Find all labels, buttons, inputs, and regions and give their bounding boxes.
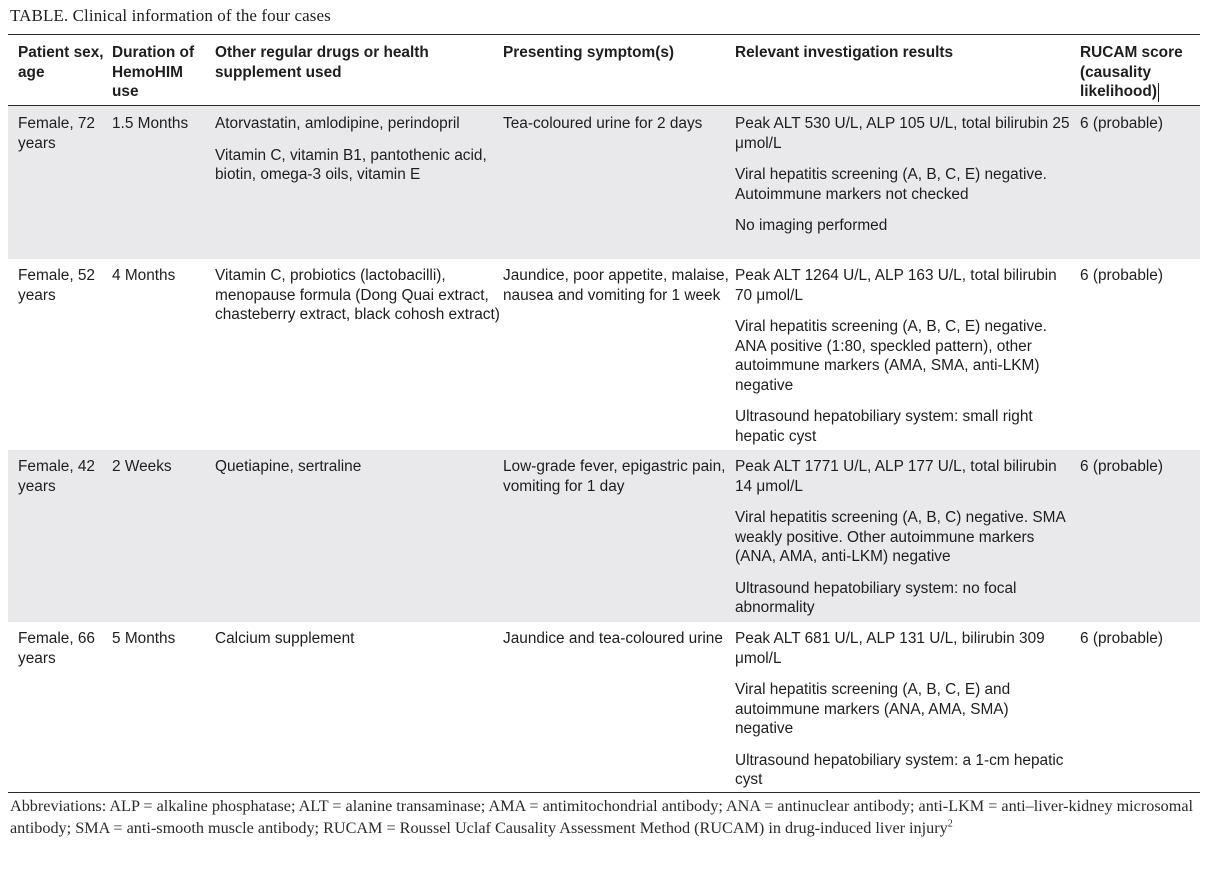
cell-drugs [215,114,500,185]
drugs-line: Vitamin C, vitamin B1, pantothenic acid, biotin, omega-3 oils, vitamin E [215,146,487,183]
header-duration: Duration of HemoHIM use [112,44,195,100]
footnote-text: Abbreviations: ALP = alkaline phosphatase; ALT = alanine transaminase; AMA = antimitochondrial antibody; ANA = antinuclear antibody; anti-LKM = anti–liver-kidney microsomal antibody; SMA = anti-smooth muscle antibody; RUCAM = Roussel Uclaf Causality Assessment Method (RUCAM) in drug-induced liver injury [10,797,1194,837]
result-line: Viral hepatitis screening (A, B, C) negative. SMA weakly positive. Other autoimmune markers (ANA, AMA, anti-LKM) negative [735,509,1065,565]
cell-rucam: 6 (probable) [1080,115,1163,132]
cell-results [735,114,1070,236]
result-line: Ultrasound hepatobiliary system: no focal abnormality [735,579,1017,616]
header-patient: Patient sex, age [18,44,104,81]
cell-drugs [215,457,500,477]
cell-symptoms: Low-grade fever, epigastric pain, vomiting for 1 day [503,458,726,495]
cell-results [735,457,1070,618]
result-line: Peak ALT 1771 U/L, ALP 177 U/L, total bilirubin 14 μmol/L [735,458,1057,495]
table-header-row [8,35,1200,106]
cell-duration: 5 Months [112,630,176,647]
result-line: Peak ALT 530 U/L, ALP 105 U/L, total bilirubin 25 μmol/L [735,115,1070,152]
table-row [8,259,1200,450]
header-drugs: Other regular drugs or health supplement used [215,44,429,81]
result-line: Peak ALT 681 U/L, ALP 131 U/L, bilirubin 309 μmol/L [735,630,1045,667]
drugs-line: Vitamin C, probiotics (lactobacilli), menopause formula (Dong Quai extract, chasteberry extract, black cohosh extract) [215,267,500,323]
table-row [8,622,1200,792]
drugs-line: Quetiapine, sertraline [215,458,362,475]
table-row [8,450,1200,622]
cell-patient: Female, 52 years [18,267,95,304]
header-symptoms: Presenting symptom(s) [503,44,675,61]
cell-symptoms: Jaundice and tea-coloured urine [503,630,723,647]
result-line: No imaging performed [735,217,888,234]
cell-patient: Female, 42 years [18,458,95,495]
table-row [8,106,1200,259]
result-line: Peak ALT 1264 U/L, ALP 163 U/L, total bilirubin 70 μmol/L [735,267,1057,304]
drugs-line: Calcium supplement [215,630,355,647]
drugs-line: Atorvastatin, amlodipine, perindopril [215,115,460,132]
cell-results [735,629,1070,790]
table-footnote [10,796,1200,839]
result-line: Viral hepatitis screening (A, B, C, E) and autoimmune markers (ANA, AMA, SMA) negative [735,681,1011,737]
result-line: Viral hepatitis screening (A, B, C, E) negative. Autoimmune markers not checked [735,166,1047,203]
cell-patient: Female, 66 years [18,630,95,667]
result-line: Viral hepatitis screening (A, B, C, E) negative. ANA positive (1:80, speckled pattern), other autoimmune markers (AMA, SMA, anti-LKM) negative [735,318,1047,394]
table-caption: TABLE. Clinical information of the four cases [10,6,331,25]
cell-symptoms: Tea-coloured urine for 2 days [503,115,703,132]
header-rucam: RUCAM score (causality likelihood) [1080,44,1183,100]
result-line: Ultrasound hepatobiliary system: a 1-cm hepatic cyst [735,751,1064,788]
clinical-table [8,34,1200,793]
cell-duration: 1.5 Months [112,115,189,132]
cell-rucam: 6 (probable) [1080,630,1163,647]
cell-patient: Female, 72 years [18,115,95,152]
cell-drugs [215,266,500,325]
footnote-reference: 2 [947,818,953,830]
text-cursor [1158,83,1159,102]
header-results: Relevant investigation results [735,44,954,61]
cell-rucam: 6 (probable) [1080,458,1163,475]
cell-results [735,266,1070,446]
cell-drugs [215,629,500,649]
result-line: Ultrasound hepatobiliary system: small right hepatic cyst [735,408,1033,445]
cell-duration: 4 Months [112,267,176,284]
cell-duration: 2 Weeks [112,458,172,475]
cell-symptoms: Jaundice, poor appetite, malaise, nausea and vomiting for 1 week [503,267,729,304]
cell-rucam: 6 (probable) [1080,267,1163,284]
